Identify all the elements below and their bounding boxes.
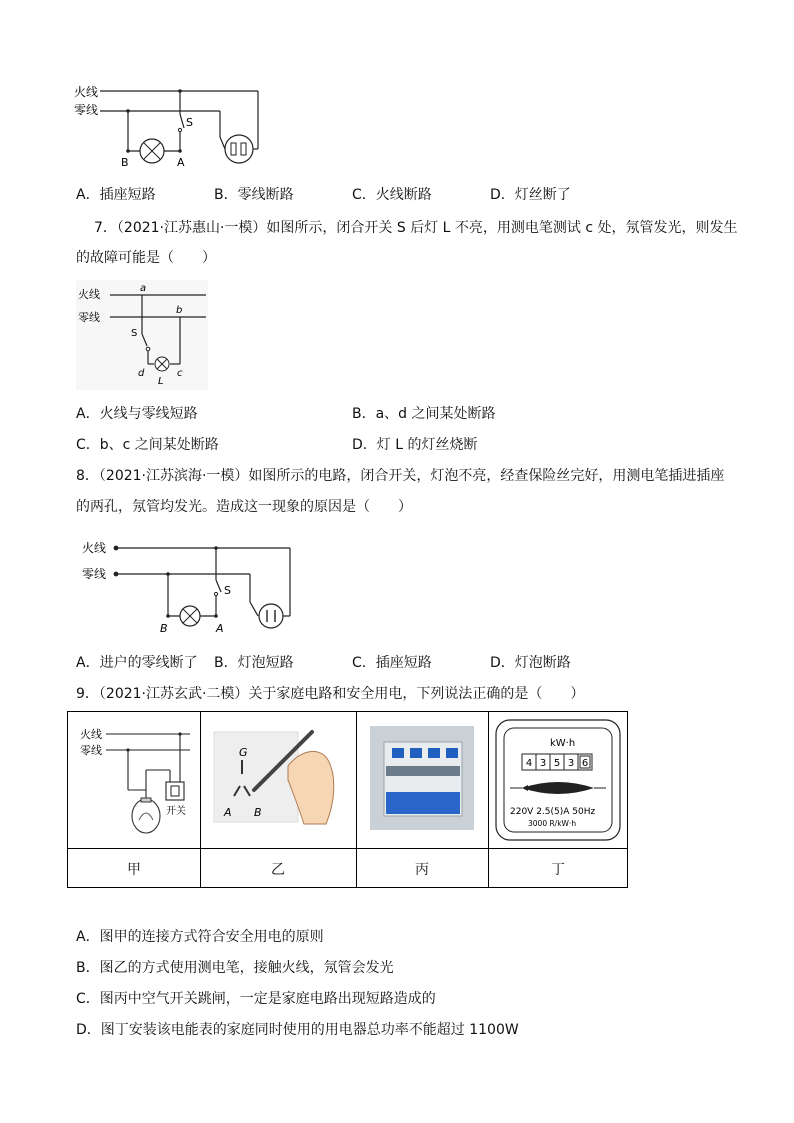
q8-option-d[interactable]: D．灯泡断路 <box>490 655 571 671</box>
meter-rate: 3000 R/kW·h <box>528 819 577 828</box>
label-point-c: c <box>177 368 183 379</box>
meter-digit: 5 <box>553 758 561 769</box>
label-switch-s: S <box>224 584 231 597</box>
caption-bing: 丙 <box>415 862 429 878</box>
label-live-wire: 火线 <box>80 728 102 741</box>
q9-option-a[interactable]: A．图甲的连接方式符合安全用电的原则 <box>76 929 324 945</box>
q9-figure-table <box>67 711 628 888</box>
q9-option-b[interactable]: B．图乙的方式使用测电笔，接触火线，氖管会发光 <box>76 960 394 976</box>
meter-digit: 3 <box>567 758 575 769</box>
label-neutral-wire: 零线 <box>74 103 99 117</box>
label-point-b: B <box>121 156 129 169</box>
label-b: B <box>254 806 262 819</box>
figure-q7-circuit <box>76 280 208 390</box>
q8-option-c[interactable]: C．插座短路 <box>352 655 432 671</box>
q6-option-d[interactable]: D．灯丝断了 <box>490 187 571 203</box>
label-point-d: d <box>138 368 145 379</box>
figure-jia-wiring <box>72 718 196 844</box>
bulb-icon <box>132 799 160 833</box>
caption-yi: 乙 <box>271 862 285 878</box>
label-point-a: A <box>177 156 185 169</box>
breaker-terminals-icon <box>386 792 460 814</box>
meter-unit: kW·h <box>550 738 576 749</box>
wall-switch-icon <box>166 782 184 800</box>
socket-icon <box>259 604 283 628</box>
label-live-wire: 火线 <box>78 288 100 301</box>
q8-option-b[interactable]: B．灯泡短路 <box>214 655 294 671</box>
q6-option-b[interactable]: B．零线断路 <box>214 187 294 203</box>
figure-q6-circuit <box>70 82 270 172</box>
q9-option-d[interactable]: D．图丁安装该电能表的家庭同时使用的用电器总功率不能超过 1100W <box>76 1022 519 1038</box>
label-g: G <box>239 746 248 759</box>
meter-digit: 4 <box>525 758 533 769</box>
label-live-wire: 火线 <box>82 541 107 555</box>
label-neutral-wire: 零线 <box>82 567 107 581</box>
socket-icon <box>225 135 253 163</box>
label-neutral-wire: 零线 <box>80 744 102 757</box>
q6-option-c[interactable]: C．火线断路 <box>352 187 432 203</box>
label-a: A <box>224 806 232 819</box>
caption-jia: 甲 <box>127 862 141 878</box>
figure-ding-meter <box>492 716 624 844</box>
label-point-b: B <box>160 622 168 635</box>
label-neutral-wire: 零线 <box>78 311 100 324</box>
q7-stem-line1: 7．（2021·江苏惠山·一模）如图所示，闭合开关 S 后灯 L 不亮，用测电笔测试 c 处，氖管发光，则发生 <box>94 220 738 236</box>
q6-option-a[interactable]: A．插座短路 <box>76 187 156 203</box>
q9-stem: 9．（2021·江苏玄武·二模）关于家庭电路和安全用电，下列说法正确的是（ ） <box>76 686 585 702</box>
figure-bing-breaker <box>370 726 474 830</box>
label-point-a: A <box>216 622 224 635</box>
label-point-a: a <box>140 283 147 294</box>
meter-digit: 3 <box>539 758 547 769</box>
q7-option-a[interactable]: A．火线与零线短路 <box>76 406 198 422</box>
q7-option-c[interactable]: C．b、c 之间某处断路 <box>76 437 219 453</box>
meter-digit-row <box>522 754 592 770</box>
q7-option-b[interactable]: B．a、d 之间某处断路 <box>352 406 496 422</box>
label-switch-s: S <box>186 116 193 129</box>
label-lamp-l: L <box>158 376 164 387</box>
label-point-b: b <box>176 305 183 316</box>
meter-digit: 6 <box>581 758 589 769</box>
label-switch: 开关 <box>166 806 186 817</box>
figure-q8-circuit <box>78 536 300 636</box>
q7-option-d[interactable]: D．灯 L 的灯丝烧断 <box>352 437 478 453</box>
q8-stem-line2: 的两孔，氖管均发光。造成这一现象的原因是（ ） <box>76 499 412 515</box>
q9-option-c[interactable]: C．图丙中空气开关跳闸，一定是家庭电路出现短路造成的 <box>76 991 436 1007</box>
q8-stem-line1: 8．（2021·江苏滨海·一模）如图所示的电路，闭合开关，灯泡不亮，经查保险丝完好，用测电笔插进插座 <box>76 468 725 484</box>
q8-option-a[interactable]: A．进户的零线断了 <box>76 655 198 671</box>
meter-spec: 220V 2.5(5)A 50Hz <box>510 807 596 817</box>
caption-ding: 丁 <box>551 862 565 878</box>
q7-stem-line2: 的故障可能是（ ） <box>76 250 216 266</box>
label-live-wire: 火线 <box>74 85 99 99</box>
figure-yi-test-pen <box>208 720 350 842</box>
label-switch-s: S <box>131 328 138 339</box>
